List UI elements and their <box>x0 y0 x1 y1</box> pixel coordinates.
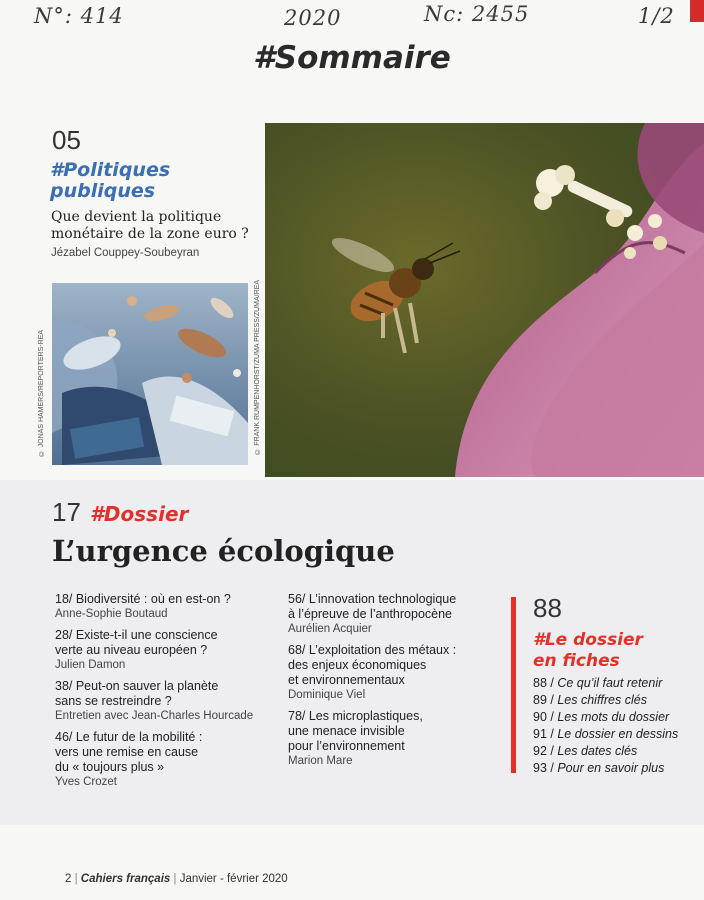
toc-entry-title-line: une menace invisible <box>288 724 405 738</box>
footer-separator: | <box>74 873 81 885</box>
fiche-label: Pour en savoir plus <box>557 761 665 775</box>
politiques-number: 05 <box>52 125 81 155</box>
footer-magazine: Cahiers français <box>80 873 171 885</box>
toc-entry[interactable] <box>288 643 488 701</box>
toc-entry-title-line: 18/ Biodiversité : où en est-on ? <box>55 592 231 606</box>
politiques-heading-line1: #Politiques <box>50 159 171 181</box>
fiche-item[interactable] <box>533 709 678 726</box>
fiche-item[interactable] <box>533 760 678 777</box>
toc-entry-title-line: pour l’environnement <box>288 739 405 753</box>
toc-entry-title-line: et environnementaux <box>288 673 405 687</box>
toc-entry-title-line: 68/ L’exploitation des métaux : <box>288 643 457 657</box>
fiche-item[interactable] <box>533 726 678 743</box>
politiques-heading-line2: publiques <box>50 180 156 202</box>
toc-entry-title-line: 78/ Les microplastiques, <box>288 709 423 723</box>
footer-separator: | <box>173 873 180 885</box>
toc-entry[interactable] <box>55 628 280 671</box>
toc-entry-author: Yves Crozet <box>55 776 117 788</box>
toc-entry-title-line: du « toujours plus » <box>55 760 165 774</box>
toc-entry-title-line: sans se restreindre ? <box>55 694 172 708</box>
dossier-title: L’urgence écologique <box>52 534 395 568</box>
page-title: #Sommaire <box>253 40 451 76</box>
politiques-author: Jézabel Couppey-Soubeyran <box>51 247 200 259</box>
page-footer <box>65 873 288 885</box>
handwritten-issue-number: N°: 414 <box>34 4 124 28</box>
fiche-page: 92 / <box>533 744 554 758</box>
euro-banknotes-illustration <box>52 283 248 465</box>
fiche-label: Les dates clés <box>557 744 638 758</box>
fiches-number: 88 <box>533 593 562 623</box>
fiche-label: Les chiffres clés <box>557 693 647 707</box>
fiche-label: Les mots du dossier <box>557 710 670 724</box>
toc-entry-title-line: 28/ Existe-t-il une conscience <box>55 628 218 642</box>
toc-entry-title-line: verte au niveau européen ? <box>55 643 208 657</box>
fiche-item[interactable] <box>533 675 678 692</box>
fiche-page: 89 / <box>533 693 554 707</box>
toc-entry[interactable] <box>55 730 280 788</box>
toc-entry-author: Anne-Sophie Boutaud <box>55 608 168 620</box>
fiche-page: 93 / <box>533 761 554 775</box>
politiques-question-line1: Que devient la politique <box>51 209 222 225</box>
corner-red-mark <box>690 0 704 22</box>
toc-entry-author: Marion Mare <box>288 755 353 767</box>
toc-entry-author: Dominique Viel <box>288 689 366 701</box>
fiche-page: 91 / <box>533 727 554 741</box>
toc-entry-author: Aurélien Acquier <box>288 623 372 635</box>
dossier-column-2 <box>288 592 488 775</box>
toc-entry-author: Entretien avec Jean-Charles Hourcade <box>55 710 254 722</box>
toc-entry-title-line: 56/ L’innovation technologique <box>288 592 457 606</box>
handwritten-year: 2020 <box>284 6 342 30</box>
toc-entry[interactable] <box>55 679 280 722</box>
fiches-heading-line1: #Le dossier <box>533 630 643 650</box>
euro-banknotes-photo <box>52 283 248 465</box>
dossier-label: #Dossier <box>90 502 189 526</box>
money-photo-credit: © JONAS HAMERS/REPORTERS-REA <box>38 330 45 457</box>
bee-flower-photo <box>265 123 704 477</box>
toc-entry[interactable] <box>288 709 488 767</box>
fiche-page: 88 / <box>533 676 554 690</box>
bee-flower-illustration <box>265 123 704 477</box>
toc-entry[interactable] <box>288 592 488 635</box>
handwritten-nc: Nc: 2455 <box>424 2 530 26</box>
fiches-red-bar <box>511 597 516 773</box>
politiques-heading <box>50 160 170 202</box>
toc-entry[interactable] <box>55 592 280 620</box>
fiche-item[interactable] <box>533 692 678 709</box>
fiche-label: Le dossier en dessins <box>557 727 679 741</box>
politiques-question-line2: monétaire de la zone euro ? <box>51 226 249 242</box>
footer-page-number: 2 <box>65 873 72 885</box>
toc-entry-title-line: des enjeux économiques <box>288 658 427 672</box>
toc-entry-author: Julien Damon <box>55 659 126 671</box>
dossier-number: 17 <box>52 497 81 527</box>
handwritten-page: 1/2 <box>638 4 675 28</box>
fiche-item[interactable] <box>533 743 678 760</box>
fiche-page: 90 / <box>533 710 554 724</box>
dossier-column-1 <box>55 592 280 796</box>
dossier-header <box>52 497 188 528</box>
toc-entry-title-line: 46/ Le futur de la mobilité : <box>55 730 203 744</box>
toc-entry-title-line: à l’épreuve de l’anthropocène <box>288 607 453 621</box>
bee-photo-credit: © FRANK RUMPENHORST/ZUMA PRESS/ZUMA/REA <box>254 280 261 455</box>
fiches-list <box>533 675 678 777</box>
fiches-heading <box>533 630 643 672</box>
toc-entry-title-line: 38/ Peut-on sauver la planète <box>55 679 219 693</box>
footer-date: Janvier - février 2020 <box>179 873 288 885</box>
fiches-heading-line2: en fiches <box>533 651 620 671</box>
politiques-question[interactable] <box>51 209 249 243</box>
toc-entry-title-line: vers une remise en cause <box>55 745 199 759</box>
fiche-label: Ce qu’il faut retenir <box>557 676 663 690</box>
